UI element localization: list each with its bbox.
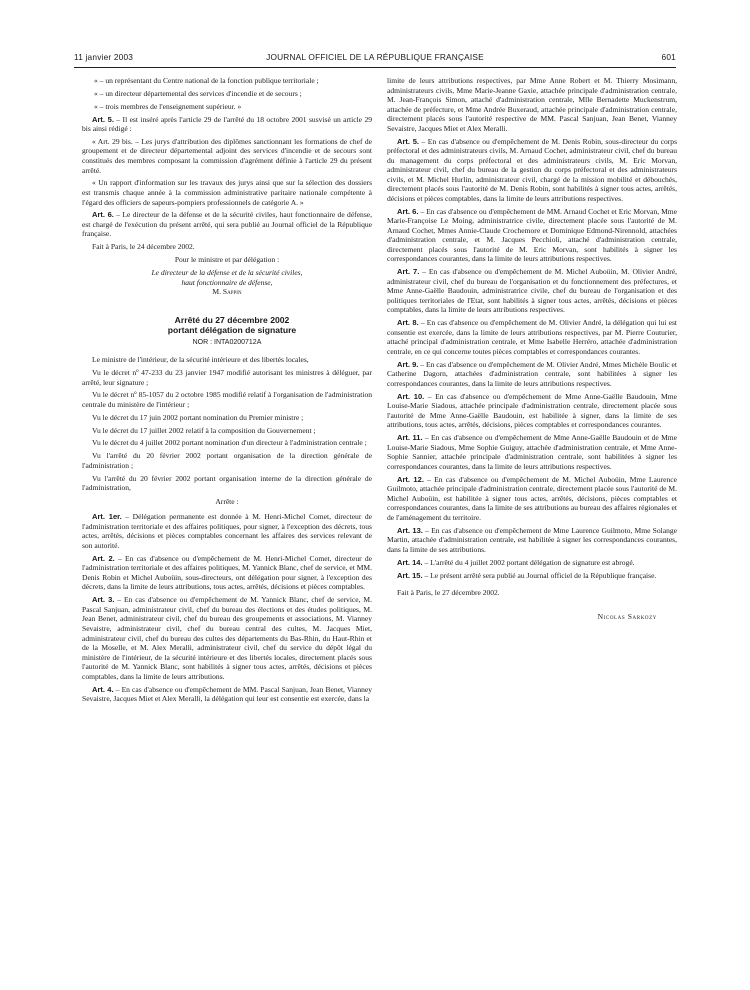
article-text: – En cas d'absence ou d'empêchement de Mme Laurence Guilmoto, Mme Solange Martin, attachée d'administration centrale, est habilitée à signer les correspondances courantes, dans la limite de ses attributions. <box>387 525 677 554</box>
article-label: Art. 10. <box>397 391 425 401</box>
list-item: « – un directeur départemental des services d'incendie et de secours ; <box>94 88 302 98</box>
header-journal-title: JOURNAL OFFICIEL DE LA RÉPUBLIQUE FRANÇAISE <box>266 52 484 62</box>
signing-place-date: Fait à Paris, le 24 décembre 2002. <box>92 242 195 252</box>
article-6 <box>82 210 372 239</box>
article-15 <box>387 571 677 581</box>
decree-subtitle: portant délégation de signature <box>167 325 297 336</box>
article-text: – En cas d'absence ou d'empêchement de M. Michel Auboüin, Mme Laurence Guilmoto, attachée principale d'administration centrale, directement placée sous l'autorité de M. Michel Auboüin, est habilitée à signer tous actes, arrêtés, décisions, pièces comptables et correspondances courantes, dans la limite de ses attributions au bureau des affaires régionales et de l'aménagement du territoire. <box>387 474 678 522</box>
article-label: Art. 4. <box>92 684 114 694</box>
article-label: Art. 15. <box>397 570 423 580</box>
article-4 <box>82 685 372 704</box>
article-label: Art. 13. <box>397 525 423 535</box>
article-7 <box>387 267 677 315</box>
article-1 <box>82 512 372 550</box>
article-label: Art. 14. <box>397 557 423 567</box>
article-text: – Il est inséré après l'article 29 de l'arrêté du 18 octobre 2001 susvisé un article 29 bis ainsi rédigé : <box>82 114 373 134</box>
article-5-right <box>387 137 677 204</box>
page-header <box>74 52 676 66</box>
article-label: Art. 12. <box>397 474 424 484</box>
article-text: – En cas d'absence ou d'empêchement de MM. Pascal Sanjuan, Jean Benet, Vianney Sevaistre, Jacques Miet et Alex Meralli, la délégation qui leur est consentie est exercée, dans la <box>82 684 373 704</box>
quoted-paragraph: « Un rapport d'information sur les travaux des jurys ainsi que sur la sélection des dossiers est transmis chaque année à la commission administrative paritaire nationale compétente à l'égard des officiers de sapeurs-pompiers professionnels de catégorie A. » <box>82 178 372 207</box>
article-label: Art. 9. <box>397 359 419 369</box>
article-10 <box>387 392 677 430</box>
visa-paragraph: Vu l'arrêté du 20 février 2002 portant organisation interne de la direction générale de l'administration, <box>82 473 372 493</box>
article-label: Art. 6. <box>92 210 114 220</box>
article-label: Art. 7. <box>397 267 420 277</box>
article-label: Art. 5. <box>397 136 419 146</box>
minister-signature: Nicolas Sarkozy <box>597 611 657 621</box>
article-11 <box>387 433 677 471</box>
signatory-name: M. Sappin <box>212 287 242 297</box>
quoted-paragraph: « Art. 29 bis. – Les jurys d'attribution des diplômes sanctionnant les formations de chef de groupement et de directeur départemental adjoint des services d'incendie et de secours sont constitués des membres composant la commission d'agrément définie à l'article 29 du présent arrêté. <box>82 136 372 175</box>
article-label: Art. 3. <box>92 595 115 605</box>
article-text: – En cas d'absence ou d'empêchement de Mme Anne-Gaëlle Baudouin, Mme Louise-Marie Siadous, attachée principale d'administration centrale, directement placée sous l'autorité de Mme Anne-Gaëlle Baudouin, est habilitée à signer, dans la limite de ses attributions, tous actes, arrêtés, décisions, pièces comptables et correspondances courantes. <box>387 391 677 430</box>
article-text: – L'arrêté du 4 juillet 2002 portant délégation de signature est abrogé. <box>422 557 635 567</box>
article-text: – En cas d'absence ou d'empêchement de M. Olivier André, Mmes Michèle Boulic et Catherine Dagorn, attachées d'administration centrale, sont habilitées à signer les correspondances courantes, dans la limite de leurs attributions respectives. <box>387 359 677 388</box>
article-text: – Le présent arrêté sera publié au Journal officiel de la République française. <box>422 570 657 580</box>
visa-paragraph: Vu le décret du 17 juin 2002 portant nomination du Premier ministre ; <box>92 412 304 422</box>
article-label: Art. 1er. <box>92 512 122 522</box>
article-13 <box>387 526 677 555</box>
article-5 <box>82 115 372 134</box>
nor-reference: NOR : INTA0200712A <box>192 338 262 346</box>
article-3 <box>82 595 372 681</box>
header-page-number: 601 <box>661 52 676 62</box>
list-item: « – un représentant du Centre national de la fonction publique territoriale ; <box>94 76 319 85</box>
article-text: – En cas d'absence ou d'empêchement de M. Yannick Blanc, chef de service, M. Pascal Sanjuan, administrateur civil, chef du bureau des élections et des études politiques, M. Jean Benet, administrateur civil, chef du bureau des groupements et associations, M. Vianney Sevaistre, administrateur civil, chef du bureau central des cultes, M. Jacques Miet, administrateur civil, chef du bureau des cultes des départements du Bas-Rhin, du Haut-Rhin et de la Moselle, et M. Alex Meralli, administrateur civil, chef du service du dépôt légal du ministère de l'intérieur, de la sécurité intérieure et des libertés locales, directement placés sous l'autorité de M. Yannick Blanc, sont habilités à signer tous actes, arrêtés, décisions et pièces comptables, dans la limite de leurs attributions. <box>82 595 373 681</box>
article-text: – En cas d'absence ou d'empêchement de M. Henri-Michel Comet, directeur de l'administration territoriale et des affaires politiques, M. Yannick Blanc, chef de service, et MM. Denis Robin et Michel Auboüin, sous-directeurs, ont délégation pour signer, à l'exception des décrets, dans la limite de leurs attributions, tous actes, arrêtés, décisions et pièces comptables. <box>82 553 373 592</box>
signatory-title: Le directeur de la défense et de la sécurité civiles, <box>151 267 303 277</box>
delegation-line: Pour le ministre et par délégation : <box>174 255 280 265</box>
article-2 <box>82 554 372 592</box>
article-6-right <box>387 207 677 264</box>
header-rule <box>74 67 676 68</box>
article-9 <box>387 360 677 389</box>
article-text: – En cas d'absence ou d'empêchement de MM. Arnaud Cochet et Eric Morvan, Mme Marie-Françoise Le Moing, administratrice civile, directement placée sous l'autorité de M. Arnaud Cochet, Mmes Annie-Claude Crochemore et Dominique Edmond-Nirennold, attachées d'administration centrale, et M. Jacques Pecchioli, attaché d'administration centrale, directement placés sous l'autorité de M. Eric Morvan, sont habilités à signer les correspondances courantes, dans la limite de leurs attributions respectives. <box>387 206 678 264</box>
article-label: Art. 6. <box>397 206 419 216</box>
visa-paragraph: Vu le décret du 17 juillet 2002 relatif à la composition du Gouvernement ; <box>92 425 316 435</box>
article-text: – En cas d'absence ou d'empêchement de M. Michel Auboüin, M. Olivier André, administrateur civil, chef du bureau de l'organisation et du fonctionnement des préfectures, et Mme Anne-Gaëlle Baudouin, administratrice civile, chef du bureau de l'organisation et des politiques territoriales de l'Etat, sont habilités à signer tous actes, arrêtés, décisions et pièces comptables, dans la limite de leurs attributions respectives. <box>387 267 678 315</box>
visa-paragraph: Vu le décret du 4 juillet 2002 portant nomination d'un directeur à l'administration centrale ; <box>92 438 367 448</box>
article-8 <box>387 318 677 356</box>
list-item: « – trois membres de l'enseignement supérieur. » <box>94 101 242 111</box>
visa-paragraph: Vu le décret nº 47-233 du 23 janvier 1947 modifié autorisant les ministres à déléguer, par arrêté, leur signature ; <box>82 368 372 387</box>
article-text: – En cas d'absence ou d'empêchement de M. Denis Robin, sous-directeur du corps préfectoral et des administrateurs civils, M. Arnaud Cochet, administrateur civil, chef du bureau du management du corps préfectoral et des administrateurs civils, M. Eric Morvan, administrateur civil, chef du bureau de la gestion du corps préfectoral et des administrateurs civils, et M. Michel Hurlin, administrateur civil, chargé de la mission mobilité et débouchés, directement placés sous l'autorité de M. Denis Robin, sont habilités à signer tous actes, arrêtés, décisions et pièces comptables, dans la limite de leurs attributions respectives. <box>387 136 678 203</box>
arrete-heading: Arrête : <box>215 496 239 506</box>
visa-paragraph: Vu l'arrêté du 20 février 2002 portant organisation de la direction générale de l'administration ; <box>82 451 372 470</box>
signatory-title: haut fonctionnaire de défense, <box>181 277 273 287</box>
article-label: Art. 8. <box>397 318 419 328</box>
article-14 <box>387 558 677 568</box>
right-column <box>387 76 677 624</box>
decree-title: Arrêté du 27 décembre 2002 <box>174 314 290 325</box>
article-label: Art. 2. <box>92 553 115 563</box>
article-text: – En cas d'absence ou d'empêchement de M. Olivier André, la délégation qui lui est consentie est exercée, dans la limite de leurs attributions respectives, par M. Pierre Couturier, attaché principal d'administration centrale, et Mme Isabelle Herréro, attachée d'administration centrale, en ce qui concerne toutes pièces comptables et correspondances courantes. <box>387 318 678 356</box>
article-text: – Le directeur de la défense et de la sécurité civiles, haut fonctionnaire de défense, est chargé de l'exécution du présent arrêté, qui sera publié au Journal officiel de la République française. <box>82 210 372 239</box>
header-date: 11 janvier 2003 <box>74 52 134 62</box>
left-column <box>82 76 372 707</box>
article-text: – Délégation permanente est donnée à M. Henri-Michel Comet, directeur de l'administration territoriale et des affaires politiques, pour signer, à l'exception des décrets, tous actes, arrêtés, décisions et pièces comptables concernant les affaires des services relevant de son autorité. <box>82 512 372 550</box>
signing-place-date: Fait à Paris, le 27 décembre 2002. <box>397 588 500 598</box>
article-label: Art. 11. <box>397 433 423 443</box>
visa-paragraph: Vu le décret nº 85-1057 du 2 octobre 1985 modifié relatif à l'organisation de l'administration centrale du ministère de l'intérieur ; <box>82 390 372 409</box>
article-label: Art. 5. <box>92 114 114 124</box>
continued-paragraph: limite de leurs attributions respectives, par Mme Anne Robert et M. Thierry Mosimann, administrateurs civils, Mme Marie-Jeanne Gaxie, attachée principale d'administration centrale, M. Jean-François Simon, attaché d'administration centrale, Mlle Bernadette Muckenstrum, attachée de préfecture, et Mme Andrée Buxeraud, attachée principale d'administration centrale, directement placés sous l'autorité respective de MM. Pascal Sanjuan, Jean Benet, Vianney Sevaistre, Jacques Miet et Alex Meralli. <box>387 76 677 133</box>
article-12 <box>387 475 677 523</box>
article-text: – En cas d'absence ou d'empêchement de Mme Anne-Gaëlle Baudouin et de Mme Louise-Marie Siadous, Mme Sophie Guiguy, attachée d'administration centrale, et Mme Anne-Sophie Sannier, attachée principale d'administration centrale, sont habilitées à signer les correspondances courantes, dans la limite de leurs attributions respectives. <box>387 433 677 471</box>
intro-paragraph: Le ministre de l'intérieur, de la sécurité intérieure et des libertés locales, <box>92 355 309 365</box>
